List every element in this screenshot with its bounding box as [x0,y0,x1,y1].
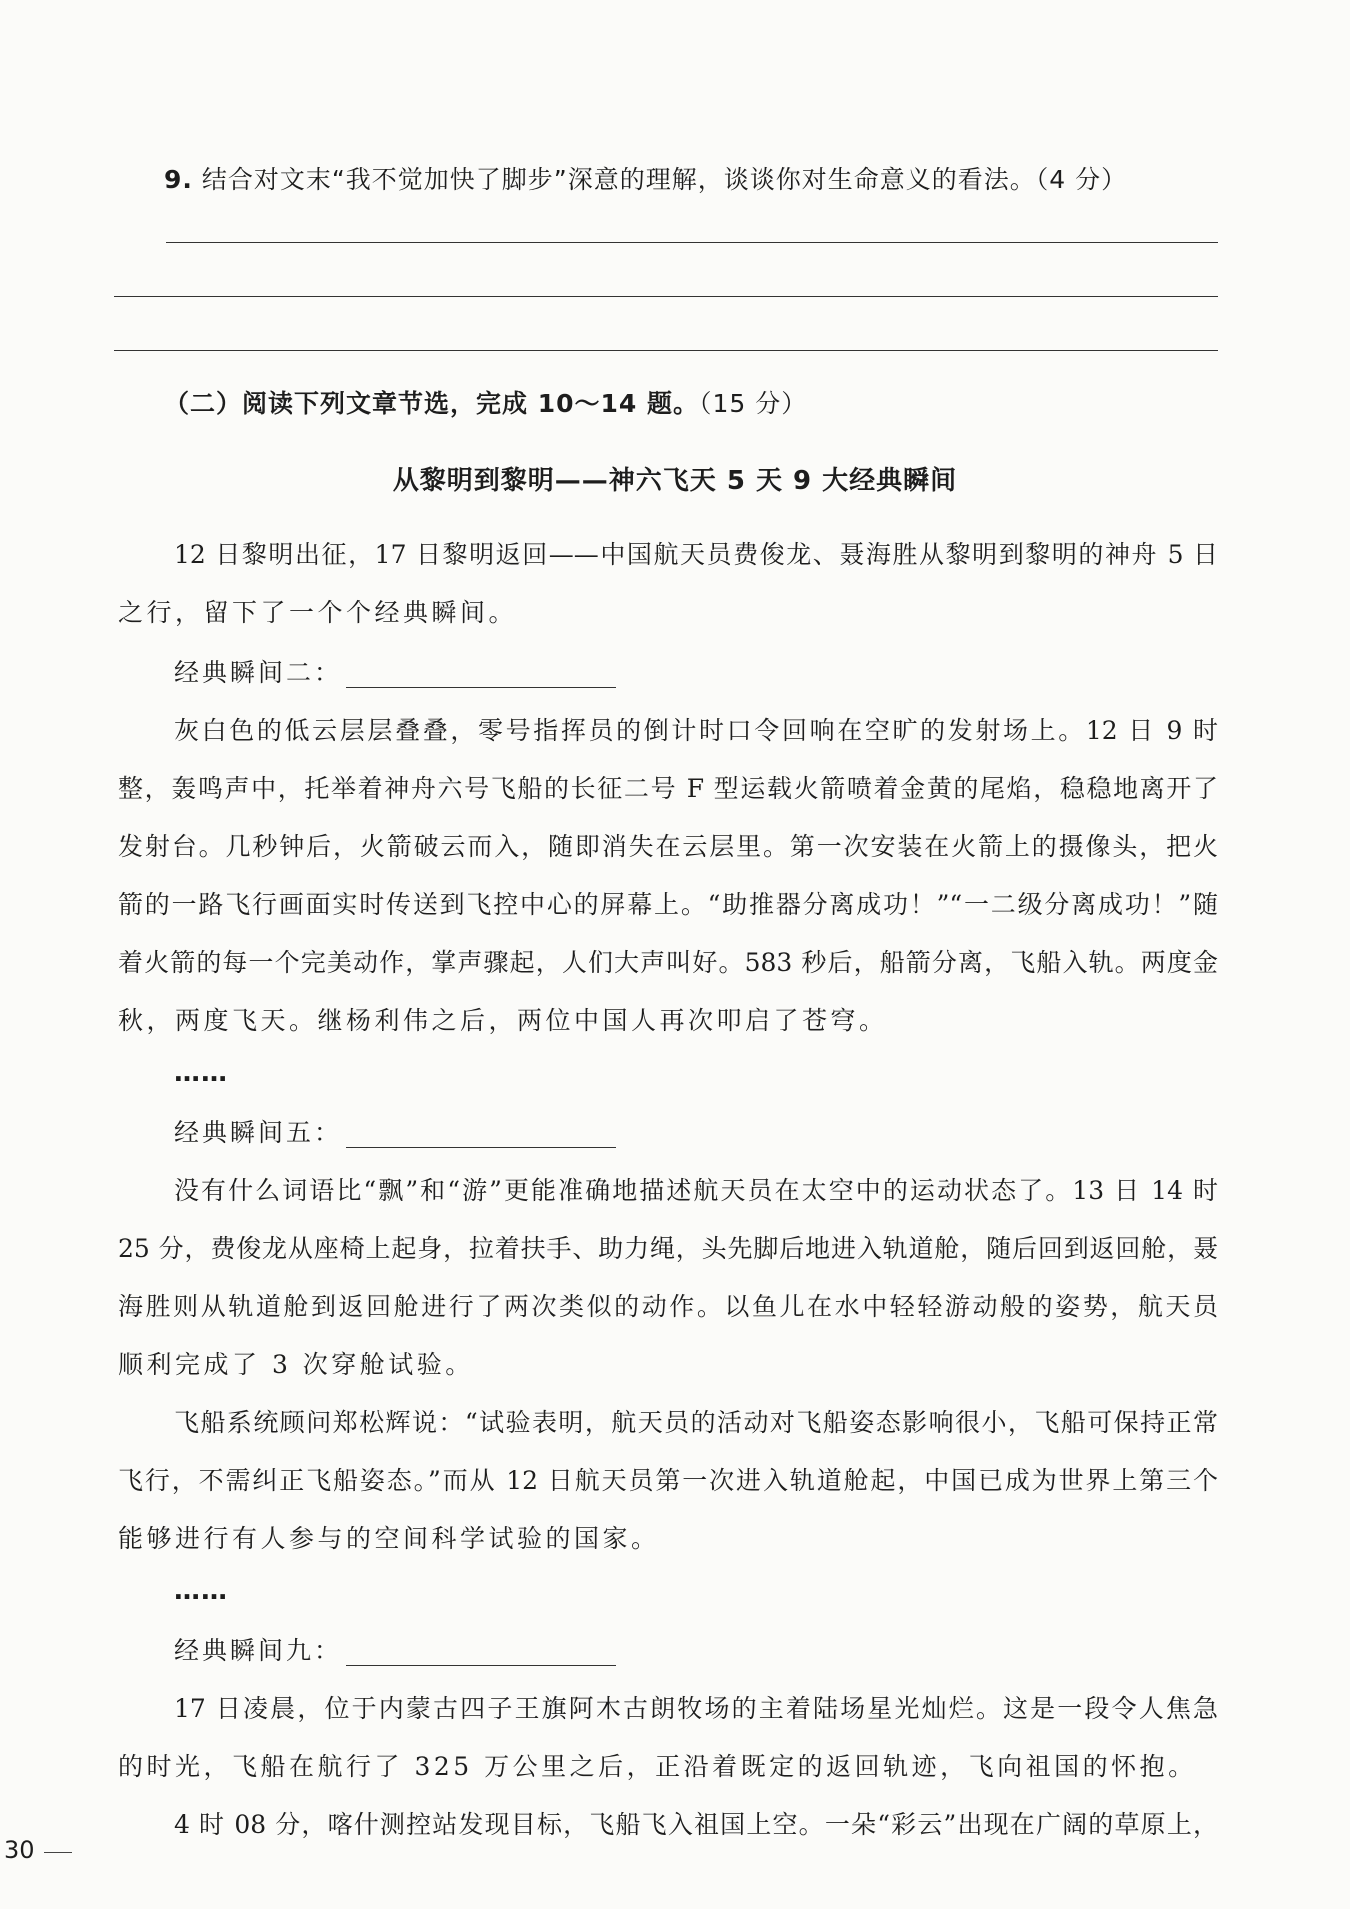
moment-2-label-text: 经典瞬间二： [174,658,343,687]
page-number: 30 [4,1836,35,1864]
section-2-heading [164,384,807,420]
para6-line-1: 4 时 08 分，喀什测控站发现目标，飞船飞入祖国上空。一朵“彩云”出现在广阔的草原上， [174,1810,1218,1839]
section-2-score: （15 分） [699,389,808,418]
para4-line-2: 飞行，不需纠正飞船姿态。”而从 12 日航天员第一次进入轨道舱起，中国已成为世界上第三个 [118,1466,1218,1495]
answer-line-1[interactable] [166,242,1218,243]
para2-line-3: 发射台。几秒钟后，火箭破云而入，随即消失在云层里。第一次安装在火箭上的摄像头，把火 [118,832,1218,861]
article-title: 从黎明到黎明——神六飞天 5 天 9 大经典瞬间 [392,466,958,496]
para5-line-2: 的时光，飞船在航行了 325 万公里之后，正沿着既定的返回轨迹，飞向祖国的怀抱。 [118,1752,1197,1781]
para2-line-4: 箭的一路飞行画面实时传送到飞控中心的屏幕上。“助推器分离成功！”“一二级分离成功！”随 [118,890,1218,919]
moment-9-label [174,1636,616,1666]
para3-line-1: 没有什么词语比“飘”和“游”更能准确地描述航天员在太空中的运动状态了。13 日 14 时 [174,1176,1218,1205]
para1-line-1: 12 日黎明出征，17 日黎明返回——中国航天员费俊龙、聂海胜从黎明到黎明的神舟 5 日 [174,540,1218,569]
para1-line-2: 之行，留下了一个个经典瞬间。 [118,598,518,627]
moment-5-label-text: 经典瞬间五： [174,1118,343,1147]
para2-line-5: 着火箭的每一个完美动作，掌声骤起，人们大声叫好。583 秒后，船箭分离，飞船入轨。两度金 [118,948,1218,977]
moment-5-blank[interactable] [346,1123,616,1148]
ellipsis-2: …… [174,1576,228,1606]
question-9-text: 结合对文末“我不觉加快了脚步”深意的理解，谈谈你对生命意义的看法。（4 分） [201,165,1128,194]
para3-line-2: 25 分，费俊龙从座椅上起身，拉着扶手、助力绳，头先脚后地进入轨道舱，随后回到返回舱，聂 [118,1234,1218,1263]
moment-9-blank[interactable] [346,1641,616,1666]
moment-9-label-text: 经典瞬间九： [174,1636,343,1665]
answer-line-2[interactable] [114,296,1218,297]
para3-line-4: 顺利完成了 3 次穿舱试验。 [118,1350,474,1379]
question-9-number: 9. [164,165,193,194]
ellipsis-1: …… [174,1058,228,1088]
moment-2-label [174,658,616,688]
para5-line-1: 17 日凌晨，位于内蒙古四子王旗阿木古朗牧场的主着陆场星光灿烂。这是一段令人焦急 [174,1694,1218,1723]
para2-line-6: 秋，两度飞天。继杨利伟之后，两位中国人再次叩启了苍穹。 [118,1006,888,1035]
answer-line-3[interactable] [114,350,1218,351]
question-9 [164,160,1127,196]
para4-line-3: 能够进行有人参与的空间科学试验的国家。 [118,1524,660,1553]
para3-line-3: 海胜则从轨道舱到返回舱进行了两次类似的动作。以鱼儿在水中轻轻游动般的姿势，航天员 [118,1292,1218,1321]
moment-5-label [174,1118,616,1148]
page-number-dash [44,1852,72,1853]
para2-line-2: 整，轰鸣声中，托举着神舟六号飞船的长征二号 F 型运载火箭喷着金黄的尾焰，稳稳地离开了 [118,774,1218,803]
section-2-heading-text: （二）阅读下列文章节选，完成 10～14 题。 [164,389,699,418]
moment-2-blank[interactable] [346,663,616,688]
para4-line-1: 飞船系统顾问郑松辉说：“试验表明，航天员的活动对飞船姿态影响很小，飞船可保持正常 [174,1408,1218,1437]
para2-line-1: 灰白色的低云层层叠叠，零号指挥员的倒计时口令回响在空旷的发射场上。12 日 9 时 [174,716,1218,745]
